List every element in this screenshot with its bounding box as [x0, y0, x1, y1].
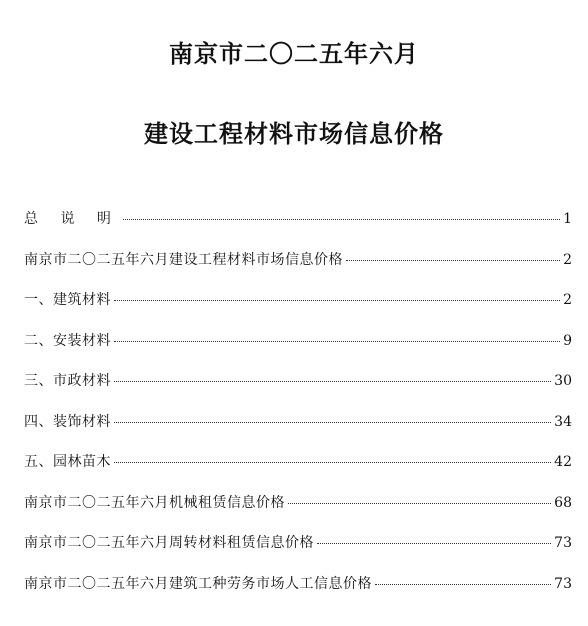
toc-item-page: 30 — [554, 373, 572, 389]
toc-item-label: 一、建筑材料 — [24, 292, 111, 308]
toc-item-general-notes[interactable] — [24, 208, 572, 249]
toc-leader-dots — [123, 219, 560, 220]
toc-item-page: 2 — [563, 292, 572, 308]
toc-item-label: 五、园林苗木 — [24, 454, 111, 470]
table-of-contents — [24, 208, 572, 613]
toc-item-label: 四、装饰材料 — [24, 413, 111, 430]
toc-item-labor-prices[interactable] — [24, 573, 572, 614]
toc-item-label: 南京市二〇二五年六月建设工程材料市场信息价格 — [24, 251, 343, 268]
toc-item-machinery-rental[interactable] — [24, 492, 572, 533]
toc-item-label: 南京市二〇二五年六月周转材料租赁信息价格 — [24, 535, 314, 551]
toc-leader-dots — [288, 503, 551, 504]
toc-item-page: 2 — [563, 251, 572, 268]
toc-item-page: 73 — [554, 575, 572, 592]
toc-item-municipal-materials[interactable] — [24, 370, 572, 411]
toc-item-label: 二、安装材料 — [24, 332, 111, 349]
toc-item-label: 总 说 明 — [24, 211, 120, 227]
toc-item-page: 68 — [554, 494, 572, 511]
document-title-line1: 南京市二〇二五年六月 — [169, 40, 419, 68]
toc-item-installation-materials[interactable] — [24, 330, 572, 371]
toc-item-label: 三、市政材料 — [24, 373, 111, 389]
toc-leader-dots — [375, 584, 551, 585]
toc-item-page: 73 — [554, 535, 572, 551]
toc-leader-dots — [317, 543, 551, 544]
document-title-line2: 建设工程材料市场信息价格 — [144, 120, 444, 148]
toc-leader-dots — [346, 260, 560, 261]
toc-leader-dots — [114, 300, 560, 301]
toc-item-page: 9 — [563, 332, 572, 349]
toc-item-building-materials[interactable] — [24, 289, 572, 330]
toc-item-material-prices[interactable] — [24, 249, 572, 290]
toc-item-label: 南京市二〇二五年六月机械租赁信息价格 — [24, 494, 285, 511]
toc-item-page: 1 — [563, 211, 572, 227]
toc-item-turnover-materials-rental[interactable] — [24, 532, 572, 573]
toc-item-decoration-materials[interactable] — [24, 411, 572, 452]
toc-item-landscape-nursery[interactable] — [24, 451, 572, 492]
toc-item-page: 42 — [554, 454, 572, 470]
toc-leader-dots — [114, 422, 551, 423]
toc-leader-dots — [114, 462, 551, 463]
toc-item-label: 南京市二〇二五年六月建筑工种劳务市场人工信息价格 — [24, 575, 372, 592]
toc-leader-dots — [114, 341, 560, 342]
toc-item-page: 34 — [554, 413, 572, 430]
toc-leader-dots — [114, 381, 551, 382]
